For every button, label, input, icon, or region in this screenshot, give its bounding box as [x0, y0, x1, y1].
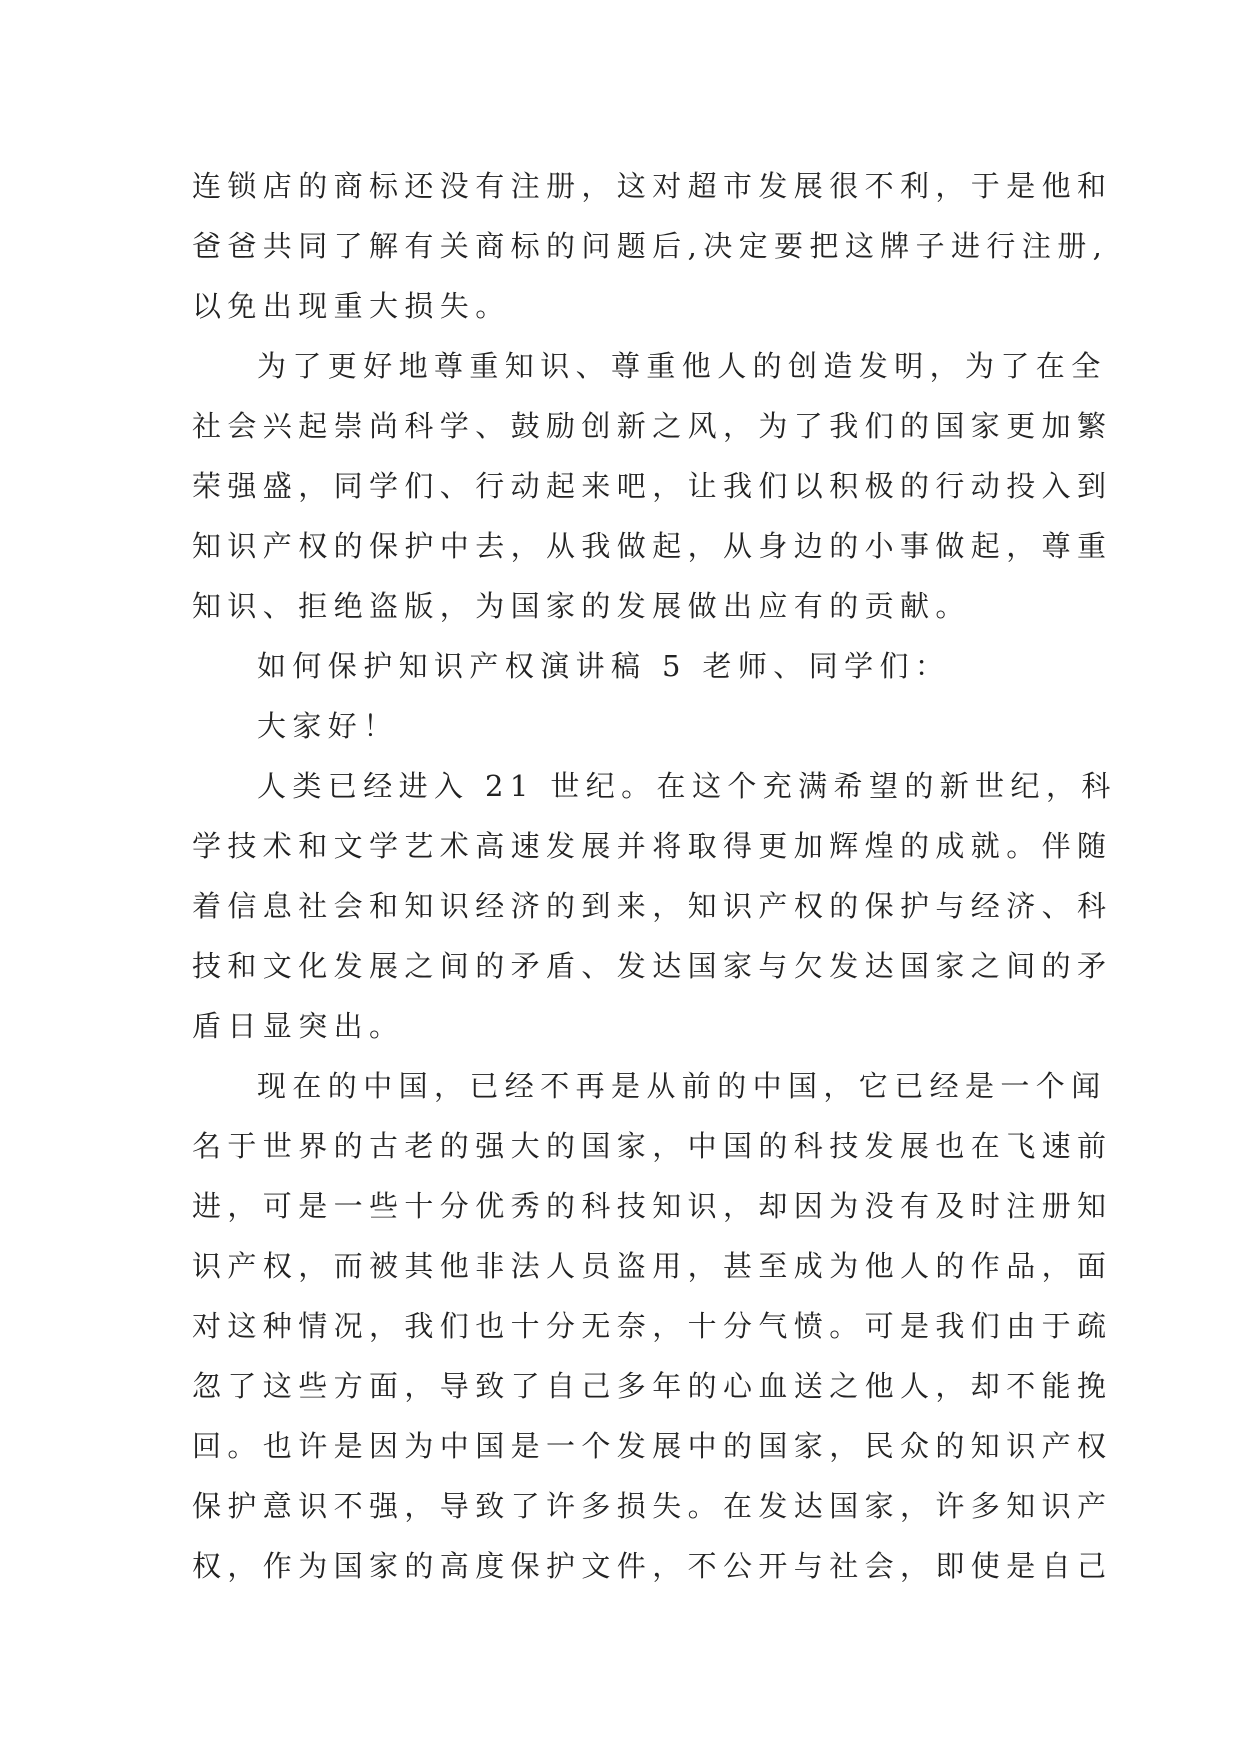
- paragraph-first-line: 为了更好地尊重知识、尊重他人的创造发明，为了在全: [257, 349, 1107, 383]
- text-line: 回。也许是因为中国是一个发展中的国家，民众的知识产权: [192, 1429, 1113, 1463]
- text-line: 社会兴起崇尚科学、鼓励创新之风，为了我们的国家更加繁: [192, 409, 1113, 443]
- text-line: 荣强盛，同学们、行动起来吧，让我们以积极的行动投入到: [192, 469, 1113, 503]
- text-line: 识产权，而被其他非法人员盗用，甚至成为他人的作品，面: [192, 1249, 1113, 1283]
- text-line: 对这种情况，我们也十分无奈，十分气愤。可是我们由于疏: [192, 1309, 1113, 1343]
- text-line: 权，作为国家的高度保护文件，不公开与社会，即使是自己: [192, 1549, 1113, 1583]
- paragraph-first-line: 现在的中国，已经不再是从前的中国，它已经是一个闻: [257, 1069, 1107, 1103]
- text-line: 连锁店的商标还没有注册，这对超市发展很不利，于是他和: [192, 169, 1113, 203]
- text-line: 学技术和文学艺术高速发展并将取得更加辉煌的成就。伴随: [192, 829, 1113, 863]
- text-line: 着信息社会和知识经济的到来，知识产权的保护与经济、科: [192, 889, 1113, 923]
- text-line: 进，可是一些十分优秀的科技知识，却因为没有及时注册知: [192, 1189, 1113, 1223]
- text-line: 名于世界的古老的强大的国家，中国的科技发展也在飞速前: [192, 1129, 1113, 1163]
- paragraph-first-line: 人类已经进入 21 世纪。在这个充满希望的新世纪，科: [257, 769, 1117, 803]
- text-line: 以免出现重大损失。: [192, 289, 511, 323]
- speech-title-line: 如何保护知识产权演讲稿 5 老师、同学们：: [257, 649, 951, 683]
- text-line: 盾日显突出。: [192, 1009, 405, 1043]
- text-line: 忽了这些方面，导致了自己多年的心血送之他人，却不能挽: [192, 1369, 1113, 1403]
- text-line: 爸爸共同了解有关商标的问题后,决定要把这牌子进行注册,: [192, 229, 1109, 263]
- text-line: 技和文化发展之间的矛盾、发达国家与欠发达国家之间的矛: [192, 949, 1113, 983]
- text-line: 知识产权的保护中去，从我做起，从身边的小事做起，尊重: [192, 529, 1113, 563]
- text-line: 知识、拒绝盗版，为国家的发展做出应有的贡献。: [192, 589, 971, 623]
- text-line: 保护意识不强，导致了许多损失。在发达国家，许多知识产: [192, 1489, 1113, 1523]
- greeting-line: 大家好！: [257, 709, 399, 743]
